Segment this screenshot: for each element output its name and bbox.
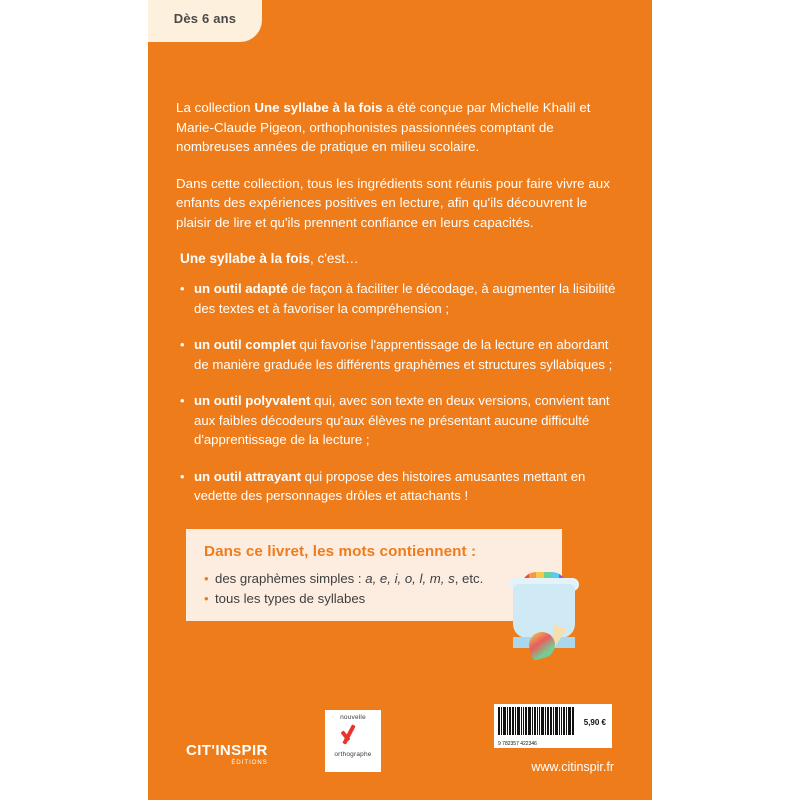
info-box-list xyxy=(204,569,544,608)
list-item xyxy=(180,279,616,318)
website-url: www.citinspir.fr xyxy=(531,760,614,774)
intro-p1-pre: La collection xyxy=(176,100,255,115)
publisher-subtitle: ÉDITIONS xyxy=(231,760,268,766)
feature-label: un outil attrayant xyxy=(194,468,301,484)
checkmark-icon xyxy=(338,723,368,749)
feature-list xyxy=(176,279,616,506)
publisher-logo xyxy=(186,742,268,766)
graphemes-examples: a, e, i, o, l, m, s xyxy=(365,571,455,586)
barcode xyxy=(494,704,612,748)
list-item: • tous les types de syllabes xyxy=(204,589,544,609)
section-subheading xyxy=(180,249,616,268)
feature-label: un outil complet xyxy=(194,337,296,352)
list-item xyxy=(204,569,544,589)
badge-top-label: nouvelle xyxy=(340,714,366,721)
graphemes-suffix: , etc. xyxy=(454,571,484,586)
feature-text: qui favorise l'apprentissage de la lecture en abordant de manière graduée les différents graphèmes et structures syllabiques ; xyxy=(194,337,613,372)
intro-paragraph-2: Dans cette collection, tous les ingrédients sont réunis pour faire vivre aux enfants des expériences positives en lecture, afin qu'ils découvrent le plaisir de lire et qu'ils prennent confiance en leurs capacités. xyxy=(176,175,610,230)
age-badge: Dès 6 ans xyxy=(148,0,262,42)
price-label: 5,90 € xyxy=(583,718,606,727)
publisher-name: CIT'INSPIR xyxy=(186,742,268,759)
left-margin xyxy=(0,0,148,800)
ice-cream-bucket-illustration xyxy=(505,570,593,662)
graphemes-label: des graphèmes simples : xyxy=(215,571,366,586)
list-item xyxy=(180,391,616,450)
intro-paragraph-1 xyxy=(176,98,616,157)
feature-text: qui, avec son texte en deux versions, convient tant aux faibles décodeurs qu'aux élèves ne présentant aucune difficulté d'apprentissage de la lecture ; xyxy=(194,393,610,447)
intro-p1-post: a été conçue par Michelle Khalil et Marie-Claude Pigeon, orthophonistes passionnées comptant de nombreuses années de pratique en milieu scolaire. xyxy=(176,100,591,154)
list-item xyxy=(180,335,616,374)
new-orthography-badge xyxy=(325,710,381,772)
feature-label: un outil polyvalent xyxy=(194,393,311,408)
feature-label: un outil adapté xyxy=(194,281,288,296)
collection-title: Une syllabe à la fois xyxy=(254,100,383,115)
cover-text-block xyxy=(176,98,616,523)
subheading-rest: , c'est… xyxy=(309,251,359,266)
subheading-bold: Une syllabe à la fois xyxy=(180,251,310,266)
list-item xyxy=(180,467,616,506)
badge-bottom-label: orthographe xyxy=(334,751,372,758)
right-margin xyxy=(652,0,800,800)
feature-text: qui propose des histoires amusantes mettant en vedette des personnages drôles et attachants ! xyxy=(194,468,586,503)
barcode-digits: 9 782357 422346 xyxy=(498,741,537,747)
feature-text: de façon à faciliter le décodage, à augmenter la lisibilité des textes et à favoriser la compréhension ; xyxy=(194,281,616,316)
info-box-title: Dans ce livret, les mots contiennent : xyxy=(204,543,477,560)
barcode-meta xyxy=(498,741,608,748)
